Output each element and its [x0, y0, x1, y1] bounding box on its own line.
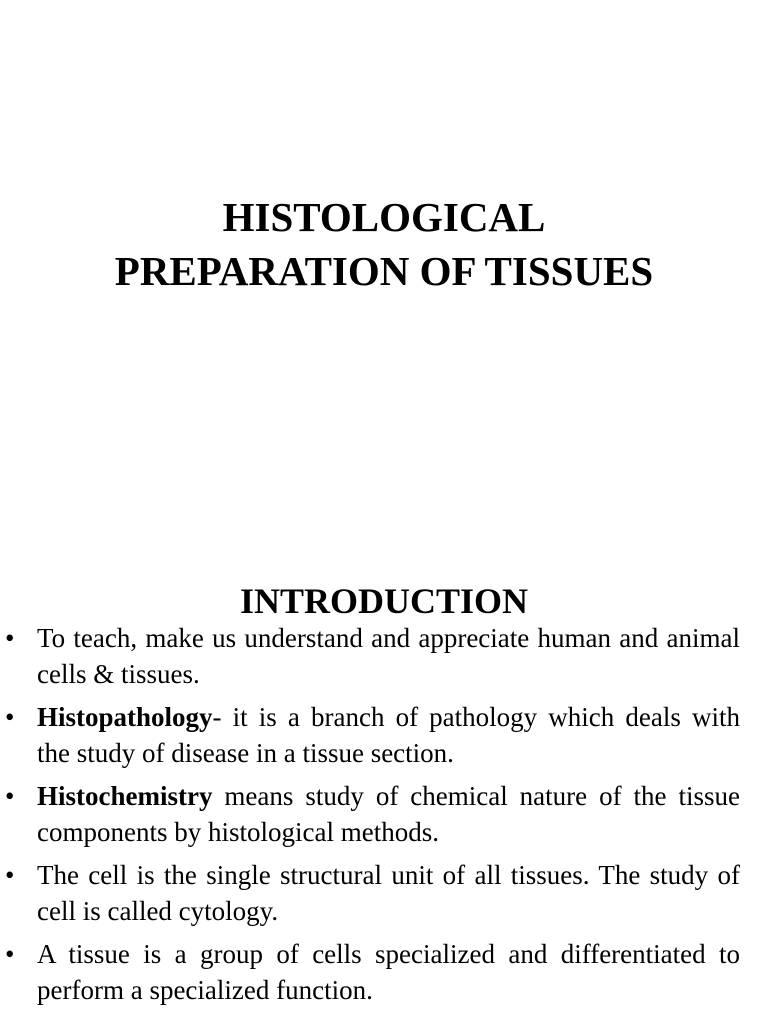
list-item [0, 857, 768, 929]
bullet-text: - it is a branch of pathology which deals with the study of disease in a tissue section. [37, 702, 740, 768]
bullet-term: Histochemistry [37, 781, 213, 811]
bullet-text: To teach, make us understand and appreciate human and animal cells & tissues. [37, 623, 740, 689]
bullet-text: The cell is the single structural unit of all tissues. The study of cell is called cytology. [37, 860, 740, 926]
bullet-text: A tissue is a group of cells specialized and differentiated to perform a specialized function. [37, 939, 740, 1005]
bullet-icon: • [5, 939, 15, 969]
list-item [0, 778, 768, 850]
title-line-2: PREPARATION OF TISSUES [114, 248, 654, 294]
bullet-icon: • [5, 781, 15, 811]
section-heading: INTRODUCTION [239, 581, 529, 621]
bullet-icon: • [5, 860, 15, 890]
bullet-text: means study of chemical nature of the tissue components by histological methods. [37, 781, 740, 847]
list-item [0, 699, 768, 771]
bullet-icon: • [5, 702, 15, 732]
list-item [0, 620, 768, 692]
title-line-1: HISTOLOGICAL [222, 194, 546, 240]
slide-title [0, 190, 768, 298]
bullet-term: Histopathology [37, 702, 213, 732]
list-item [0, 936, 768, 1008]
bullet-list [0, 620, 768, 1015]
bullet-icon: • [5, 623, 15, 653]
